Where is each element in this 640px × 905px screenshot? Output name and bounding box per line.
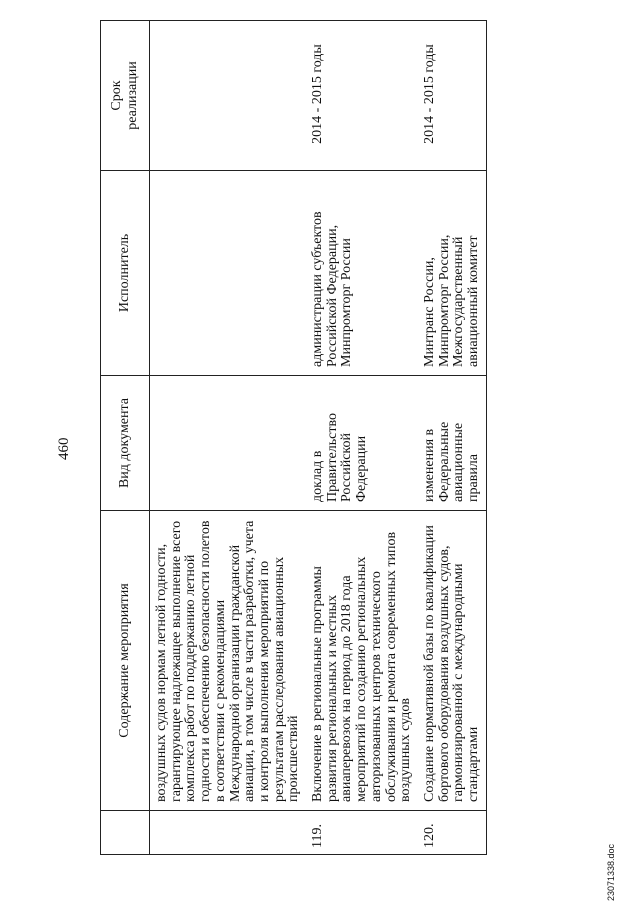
row-executor: Минтранс России, Минпромторг России, Межгосударственный авиационный комитет [418,171,486,376]
table-row [306,21,418,855]
row-content: воздушных судов нормам летной годности, гарантирующее надлежащее выполнение всего комплекса работ по поддержанию летной годности и обеспечению безопасности полетов в соответствии с рекомендациями Международной организации гражданской авиации, в том числе в части разработки, учета и контроля выполнения мероприятий по результатам расследования авиационных происшествий [150,511,307,811]
row-doc-type: изменения в Федеральные авиационные правила [418,376,486,511]
row-content: Создание нормативной базы по квалификации бортового оборудования воздушных судов, гармонизированной с международными стандартами [418,511,486,811]
row-period: 2014 - 2015 годы [306,21,418,171]
header-doc-type: Вид документа [101,376,150,511]
document-id: 23071338.doc [606,843,616,901]
row-doc-type [150,376,307,511]
row-num: 120. [418,811,486,855]
header-num [101,811,150,855]
measures-table [100,20,487,855]
table-row [418,21,486,855]
header-period [101,21,150,171]
page-number: 460 [56,437,72,460]
header-content: Содержание мероприятия [101,511,150,811]
header-executor: Исполнитель [101,171,150,376]
row-content: Включение в региональные программы развития региональных и местных авиаперевозок на период до 2018 года мероприятий по созданию региональных авторизованных центров технического обслуживания и ремонта современных типов воздушных судов [306,511,418,811]
header-period-line1: Срок [109,80,124,111]
row-num: 119. [306,811,418,855]
table-row [150,21,307,855]
row-num [150,811,307,855]
row-doc-type: доклад в Правительство Российской Федерации [306,376,418,511]
table-header-row [101,21,150,855]
row-period: 2014 - 2015 годы [418,21,486,171]
row-executor: администрации субъектов Российской Федерации, Минпромторг России [306,171,418,376]
row-period [150,21,307,171]
row-executor [150,171,307,376]
header-period-line2: реализации [125,61,140,130]
